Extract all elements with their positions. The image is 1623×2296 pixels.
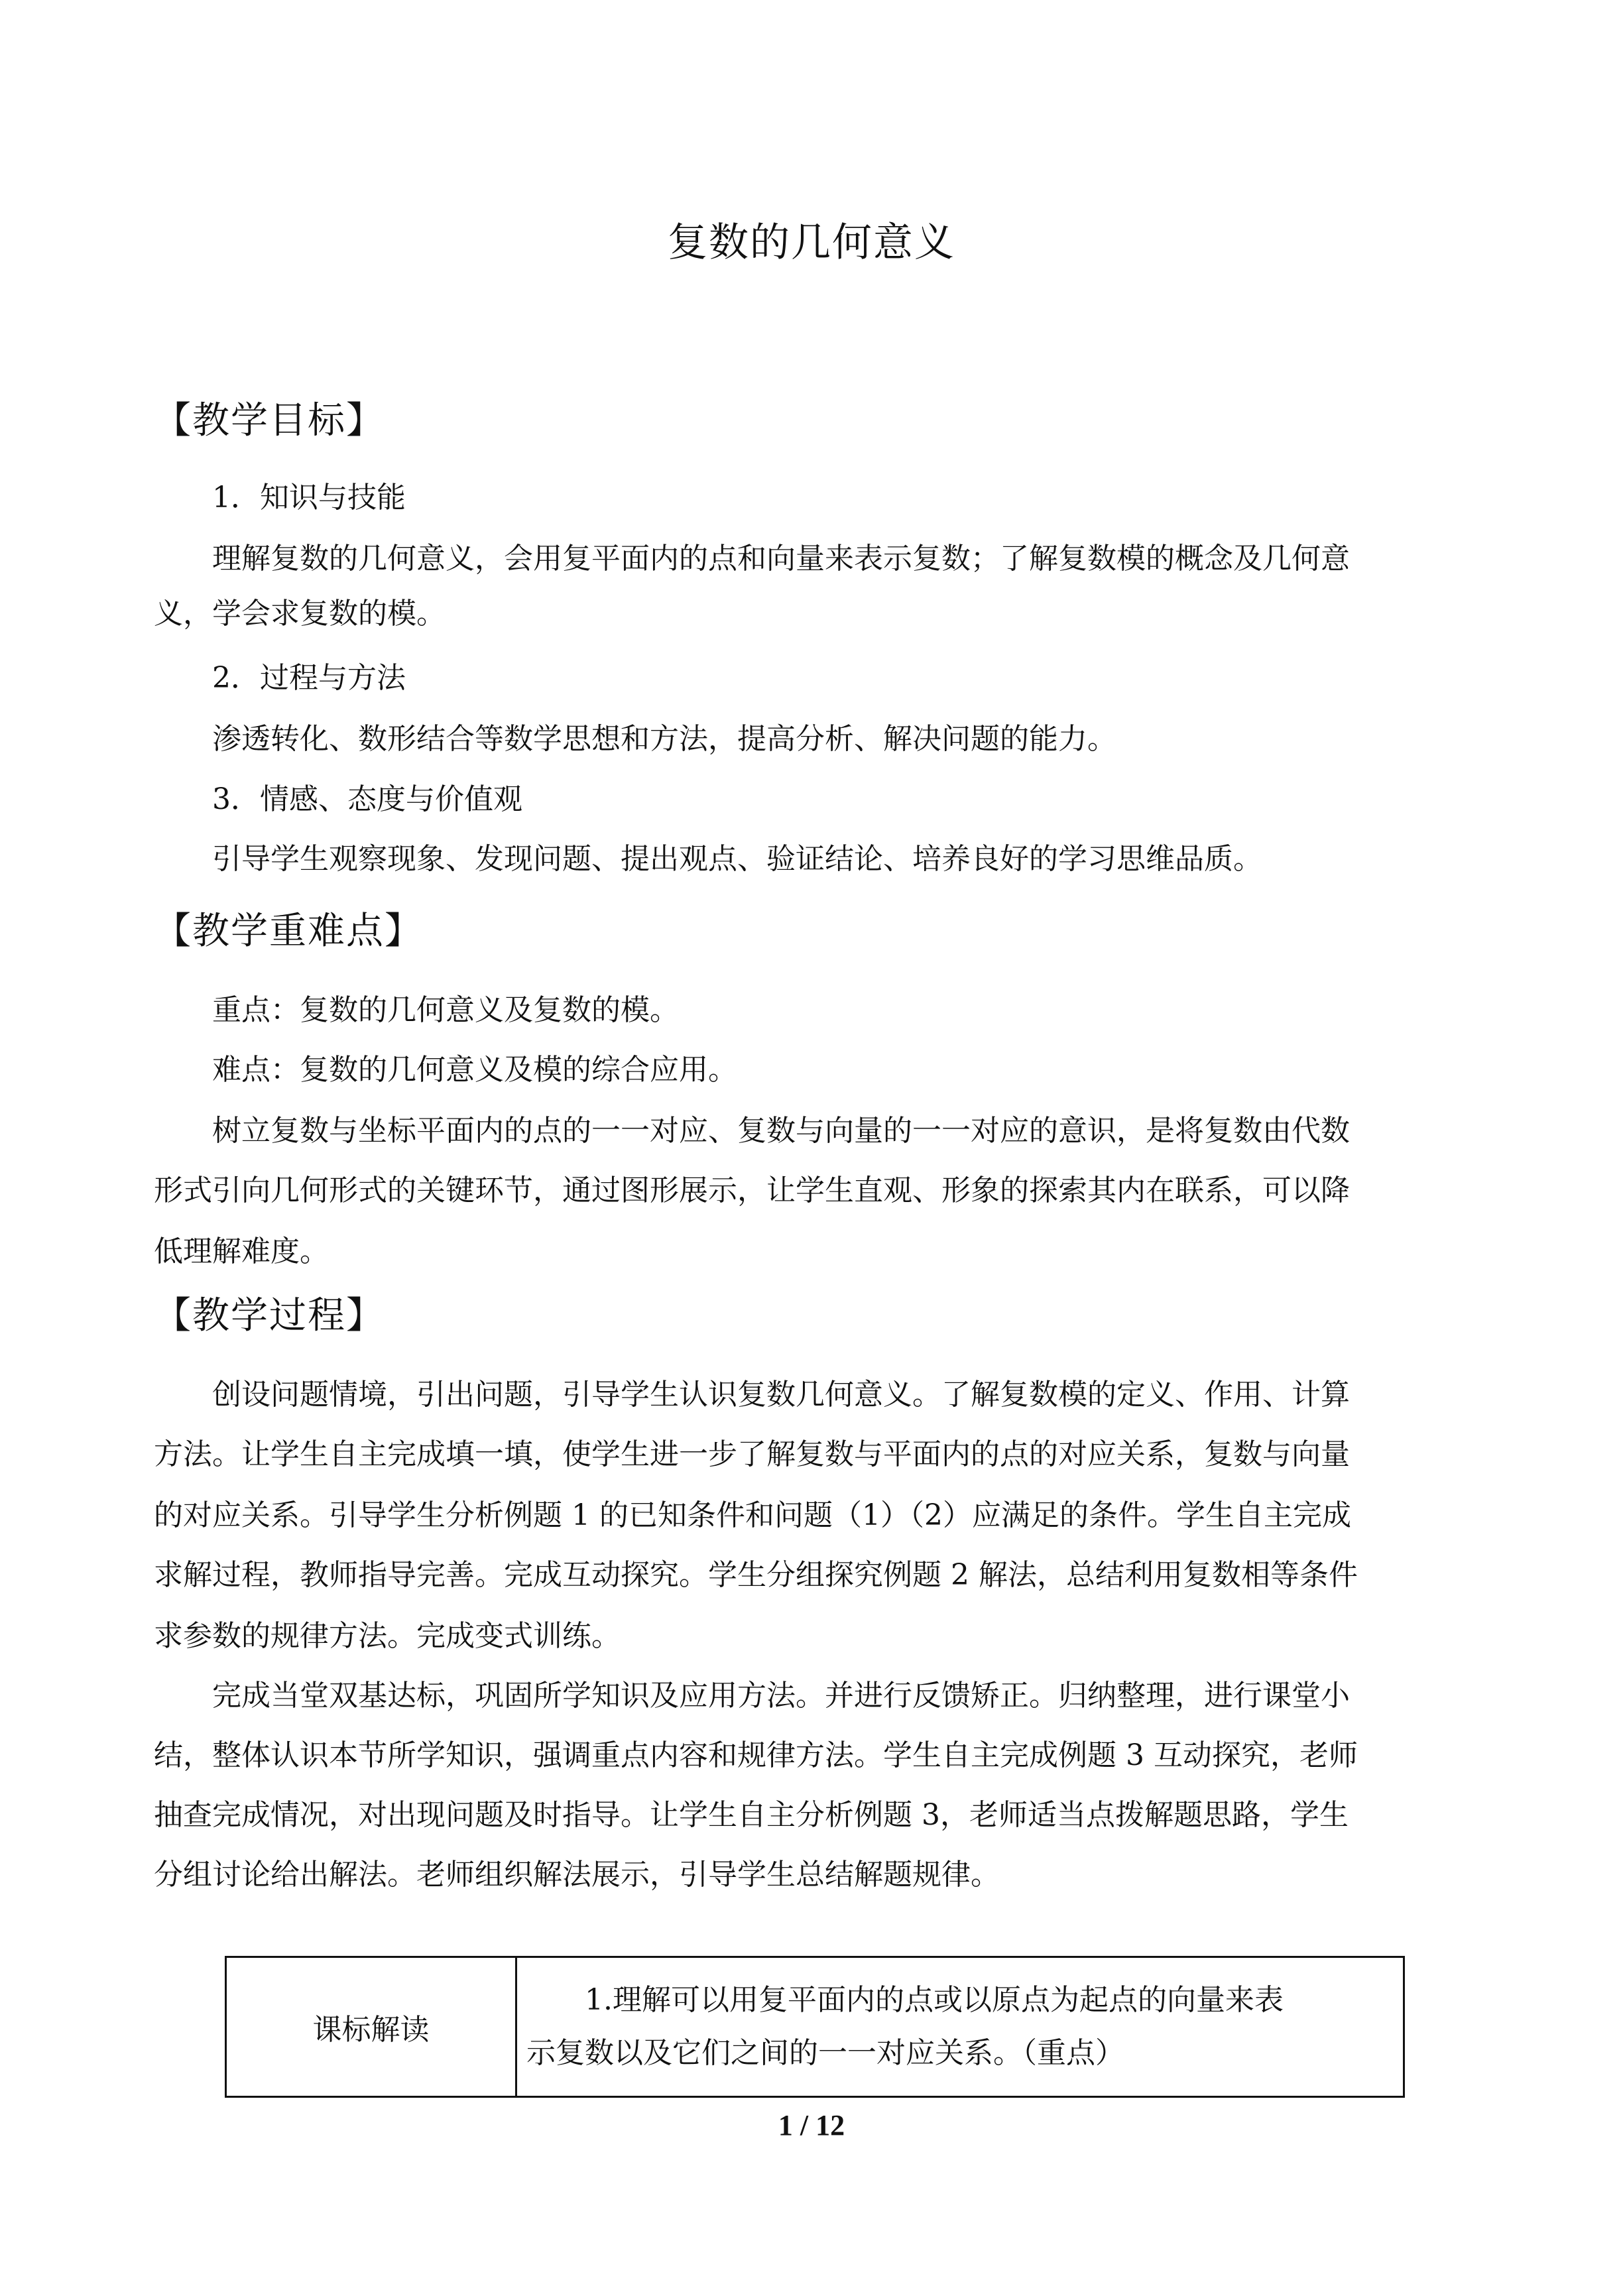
key-focus: 重点：复数的几何意义及复数的模。	[212, 993, 679, 1027]
section-heading-objectives: 【教学目标】	[154, 399, 385, 442]
objective-3-text: 引导学生观察现象、发现问题、提出观点、验证结论、培养良好的学习思维品质。	[212, 842, 1262, 876]
table-content-line1: 1.理解可以用复平面内的点或以原点为起点的向量来表	[585, 1983, 1284, 2017]
table-row	[226, 1957, 1404, 2097]
process-p2-line1: 完成当堂双基达标，巩固所学知识及应用方法。并进行反馈矫正。归纳整理，进行课堂小	[212, 1679, 1350, 1713]
process-p2-line4: 分组讨论给出解法。老师组织解法展示，引导学生总结解题规律。	[154, 1858, 1000, 1892]
key-paragraph-line3: 低理解难度。	[154, 1235, 329, 1268]
key-paragraph-line2: 形式引向几何形式的关键环节，通过图形展示，让学生直观、形象的探索其内在联系，可以降	[154, 1174, 1350, 1207]
key-paragraph-line1: 树立复数与坐标平面内的点的一一对应、复数与向量的一一对应的意识，是将复数由代数	[212, 1114, 1350, 1148]
section-heading-key-points: 【教学重难点】	[154, 910, 423, 953]
table-content-line2: 示复数以及它们之间的一一对应关系。（重点）	[526, 2036, 1124, 2070]
process-p1-line5: 求参数的规律方法。完成变式训练。	[154, 1619, 621, 1653]
process-p2-line2: 结，整体认识本节所学知识，强调重点内容和规律方法。学生自主完成例题 3 互动探究，老师	[154, 1738, 1358, 1772]
objective-1-title: 1．知识与技能	[212, 481, 406, 514]
page-number: 1 / 12	[778, 2109, 845, 2142]
process-p1-line1: 创设问题情境，引出问题，引导学生认识复数几何意义。了解复数模的定义、作用、计算	[212, 1378, 1350, 1412]
table-content-cell	[516, 1957, 1404, 2097]
document-title: 复数的几何意义	[668, 219, 955, 266]
process-p1-line3: 的对应关系。引导学生分析例题 1 的已知条件和问题（1）（2）应满足的条件。学生自主完成	[154, 1498, 1351, 1532]
objective-1-text-line2: 义，学会求复数的模。	[154, 597, 446, 631]
objective-2-title: 2．过程与方法	[212, 661, 406, 695]
objective-2-text: 渗透转化、数形结合等数学思想和方法，提高分析、解决问题的能力。	[212, 722, 1116, 756]
curriculum-table	[225, 1956, 1405, 2098]
key-difficulty: 难点：复数的几何意义及模的综合应用。	[212, 1053, 737, 1087]
process-p1-line2: 方法。让学生自主完成填一填，使学生进一步了解复数与平面内的点的对应关系，复数与向量	[154, 1437, 1350, 1471]
table-label-cell: 课标解读	[226, 1957, 516, 2097]
objective-3-title: 3．情感、态度与价值观	[212, 782, 522, 816]
section-heading-process: 【教学过程】	[154, 1294, 385, 1337]
process-p2-line3: 抽查完成情况，对出现问题及时指导。让学生自主分析例题 3，老师适当点拨解题思路，学生	[154, 1798, 1349, 1832]
objective-1-text-line1: 理解复数的几何意义，会用复平面内的点和向量来表示复数；了解复数模的概念及几何意	[212, 542, 1350, 575]
process-p1-line4: 求解过程，教师指导完善。完成互动探究。学生分组探究例题 2 解法，总结利用复数相等条件	[154, 1558, 1358, 1592]
